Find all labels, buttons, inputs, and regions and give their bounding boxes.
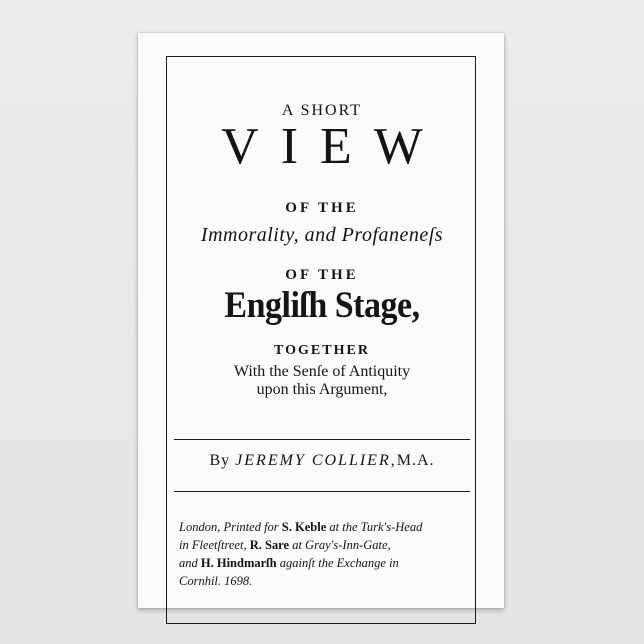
imprint-line-2a: in Fleetſtreet, [179, 538, 250, 552]
imprint-line-1c: at the Turk's-Head [326, 520, 423, 534]
poster-print [138, 33, 504, 608]
title-line-together: TOGETHER [274, 343, 370, 358]
divider-rule-top [174, 439, 470, 440]
imprint-line-1 [179, 518, 469, 536]
author-name: JEREMY COLLIER, [235, 452, 397, 469]
title-line-of-the: OF THE [285, 200, 359, 216]
imprint-line-4 [179, 572, 469, 590]
author-suffix: M.A. [396, 452, 435, 469]
title-line-english-stage: Engliſh Stage, [224, 285, 420, 326]
imprint-line-3 [179, 554, 469, 572]
imprint-printer-hindmarsh: H. Hindmarſh [200, 556, 277, 570]
title-line-of-the-2: OF THE [285, 267, 359, 283]
imprint-block [179, 518, 469, 590]
divider-rule-bottom [174, 491, 470, 492]
imprint-line-3a: and [179, 556, 201, 570]
imprint-line-1a: London, Printed for [179, 520, 282, 534]
imprint-line-2c: at Gray's-Inn-Gate, [289, 538, 391, 552]
imprint-printer-sare: R. Sare [249, 538, 290, 552]
author-prefix: By [209, 452, 231, 469]
title-line-sense-of-antiquity: With the Senſe of Antiquity [233, 363, 411, 380]
title-line-immorality: Immorality, and Profaneneſs [200, 224, 444, 246]
title-line-view: VIEW [221, 118, 445, 175]
title-line-upon-this-argument: upon this Argument, [256, 381, 388, 398]
imprint-printer-keble: S. Keble [281, 520, 327, 534]
imprint-line-4: Cornhil. 1698. [179, 574, 253, 588]
author-line [167, 452, 477, 470]
imprint-line-2 [179, 536, 469, 554]
imprint-line-3c: againſt the Exchange in [276, 556, 399, 570]
title-line-a-short: A SHORT [281, 102, 363, 119]
title-page-border [166, 56, 476, 624]
